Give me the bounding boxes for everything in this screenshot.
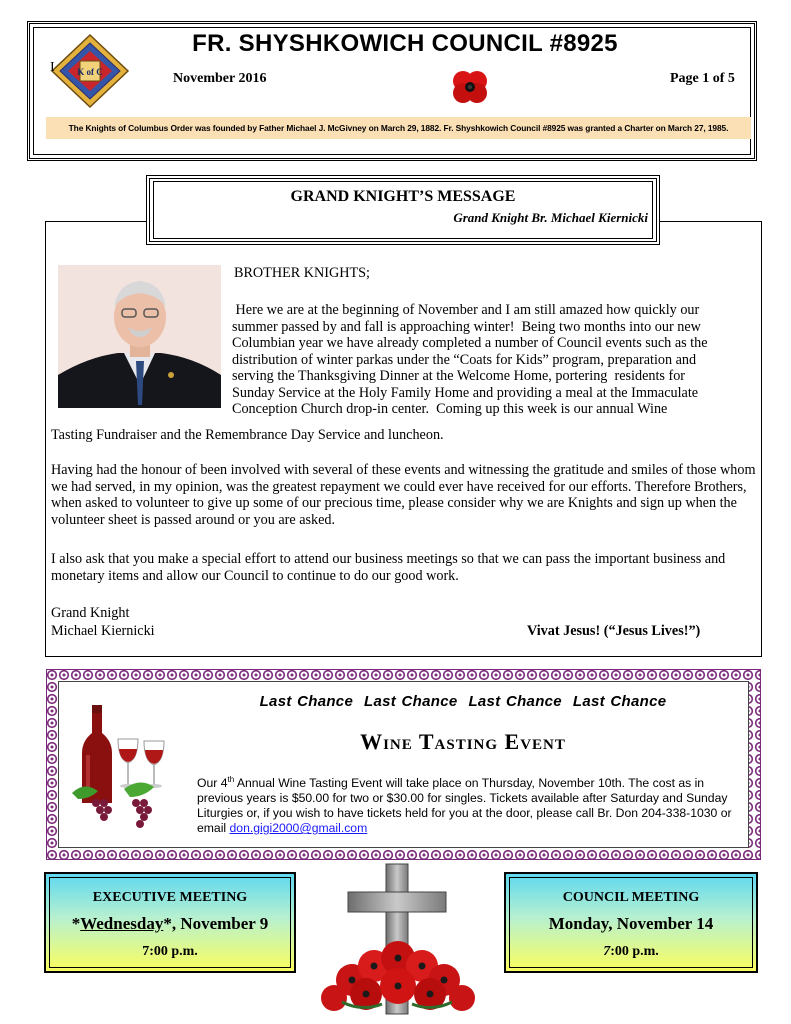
council-meeting-title: COUNCIL MEETING xyxy=(562,890,700,905)
newsletter-title: FR. SHYSHKOWICH COUNCIL #8925 xyxy=(192,30,618,57)
desc-text: Annual Wine Tasting Event will take place on Thursday, November 10th. The cost as in previous years is $50.00 for two or $30.00 for singles. Tickets available after Saturday and Sunday Liturgies or, if you wish to have tickets held for you at the door, please call Br. Don 204-338-1030 or email xyxy=(197,776,732,836)
executive-meeting-box xyxy=(44,872,296,973)
executive-meeting-day xyxy=(46,914,294,934)
last-chance-banner: Last Chance Last Chance Last Chance Last Chance xyxy=(259,693,667,710)
section-byline: Grand Knight Br. Michael Kiernicki xyxy=(453,210,648,225)
date-text: *, November 9 xyxy=(163,914,269,933)
executive-meeting-title: EXECUTIVE MEETING xyxy=(92,890,248,905)
time-rest: :00 p.m. xyxy=(610,944,659,959)
council-meeting-day: Monday, November 14 xyxy=(548,914,714,933)
vivat-motto: Vivat Jesus! (“Jesus Lives!”) xyxy=(527,623,701,639)
text-line: summer passed by and fall is approaching winter! Being two months into our new xyxy=(232,318,701,335)
message-paragraph-1-tail: Tasting Fundraiser and the Remembrance Day Service and luncheon. xyxy=(51,427,444,443)
desc-text: Our 4 xyxy=(197,776,228,791)
council-meeting-time xyxy=(506,944,756,960)
text-line: Conception Church drop-in center. Coming up this week is our annual Wine xyxy=(232,401,668,417)
wine-bottle-icon xyxy=(64,703,184,833)
council-meeting-box xyxy=(504,872,758,973)
poppy-icon xyxy=(451,68,489,106)
asterisk: * xyxy=(71,914,81,933)
time-hour: 7 xyxy=(603,944,611,959)
stray-mark: I xyxy=(50,60,55,75)
text-line: serving the Thanksgiving Dinner at the Welcome Home, portering residents for xyxy=(232,368,686,384)
wine-event-title: Wine Tasting Event xyxy=(360,729,566,754)
signature-name: Michael Kiernicki xyxy=(51,623,155,639)
text-line: Sunday Service at the Holy Family Home and providing a meal at the Immaculate xyxy=(232,384,699,401)
weekday: Wednesday xyxy=(80,914,164,933)
cross-with-poppies-icon xyxy=(312,862,482,1022)
founding-note: The Knights of Columbus Order was founded by Father Michael J. McGivney on March 29, 1882. Fr. Shyshkowich Council #8925 was granted a Charter on March 27, 1985. xyxy=(46,117,751,139)
signature-role: Grand Knight xyxy=(51,605,130,621)
message-paragraph-3: I also ask that you make a special effort to attend our business meetings so that we can pass the important business and monetary items and allow our Council to continue to do our good work. xyxy=(51,551,726,584)
text-line: distribution of winter parkas under the “Coats for Kids” program, preparation and xyxy=(232,351,697,368)
wine-event-description xyxy=(197,772,743,836)
ordinal-suffix: th xyxy=(227,775,235,784)
text-line: Columbian year we have already completed a number of Council events such as the xyxy=(232,335,708,351)
text-line: Here we are at the beginning of November and I am still amazed how quickly our xyxy=(232,302,700,318)
salutation: BROTHER KNIGHTS; xyxy=(234,265,370,281)
svg-text:K of C: K of C xyxy=(77,67,103,77)
executive-meeting-time: 7:00 p.m. xyxy=(142,944,198,959)
kofc-emblem-icon xyxy=(50,33,130,109)
grand-knight-photo xyxy=(58,265,221,408)
page-number: Page 1 of 5 xyxy=(670,71,735,86)
message-paragraph-2: Having had the honour of been involved with several of these events and witnessing the gratitude and smiles of those whom we had served, in my opinion, was the greatest repayment we could ever have received for our efforts. Therefore Brothers, when asked to volunteer to give up some of our precious time, please consider why we are Knights and sign up when the volunteer sheet is passed around or you are asked. xyxy=(51,462,756,528)
message-paragraph-1 xyxy=(232,302,756,418)
contact-email-link[interactable]: don.gigi2000@gmail.com xyxy=(229,821,368,836)
issue-date: November 2016 xyxy=(173,71,267,86)
section-title: GRAND KNIGHT’S MESSAGE xyxy=(290,188,516,205)
